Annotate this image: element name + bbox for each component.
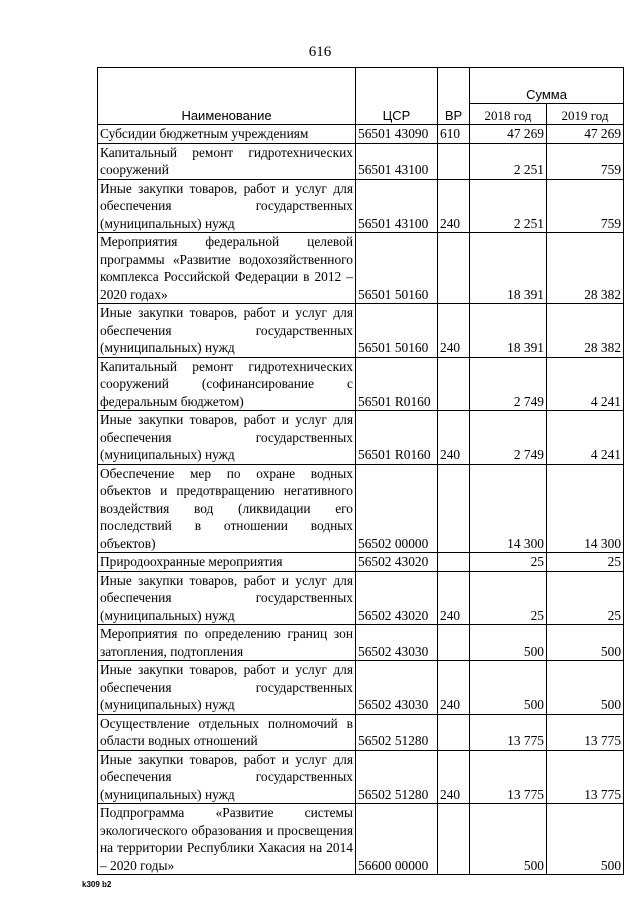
row-name-cell: Мероприятия по определению границ зон затопления, подтопления (98, 625, 356, 661)
row-sum-2019-cell: 500 (547, 625, 624, 661)
row-name-cell: Субсидии бюджетным учреждениям (98, 125, 356, 144)
table-row (98, 125, 624, 144)
row-vr-cell: 240 (438, 750, 470, 804)
page-number: 616 (308, 44, 332, 60)
table-row (98, 553, 624, 572)
row-csr-cell: 56501 50160 (356, 233, 438, 304)
row-name-cell: Иные закупки товаров, работ и услуг для обеспечения государственных (муниципальных) нужд (98, 179, 356, 233)
header-vr: ВР (438, 68, 470, 125)
row-name-cell: Иные закупки товаров, работ и услуг для обеспечения государственных (муниципальных) нужд (98, 304, 356, 358)
row-vr-cell (438, 143, 470, 179)
row-name-cell: Капитальный ремонт гидротехнических сооружений (98, 143, 356, 179)
table-row (98, 411, 624, 465)
table-row (98, 233, 624, 304)
row-name-cell: Подпрограмма «Развитие системы экологического образования и просвещения на территории Республики Хакасия на 2014 – 2020 годы» (98, 804, 356, 875)
row-sum-2019-cell: 25 (547, 571, 624, 625)
row-vr-cell: 240 (438, 411, 470, 465)
row-vr-cell: 240 (438, 179, 470, 233)
row-sum-2018-cell: 2 251 (470, 179, 547, 233)
row-vr-cell (438, 625, 470, 661)
table-row (98, 304, 624, 358)
row-csr-cell: 56501 43100 (356, 179, 438, 233)
row-csr-cell: 56501 50160 (356, 304, 438, 358)
row-csr-cell: 56502 51280 (356, 714, 438, 750)
row-csr-cell: 56501 43090 (356, 125, 438, 144)
header-year-2018: 2018 год (470, 104, 547, 125)
row-vr-cell (438, 714, 470, 750)
table-row (98, 464, 624, 553)
row-sum-2018-cell: 47 269 (470, 125, 547, 144)
row-name-cell: Обеспечение мер по охране водных объектов и предотвращению негативного воздействия вод (ликвидации его последствий в отношении водных объектов) (98, 464, 356, 553)
row-csr-cell: 56502 43030 (356, 625, 438, 661)
row-csr-cell: 56501 R0160 (356, 357, 438, 411)
row-csr-cell: 56502 43030 (356, 661, 438, 715)
table-row (98, 714, 624, 750)
row-vr-cell (438, 804, 470, 875)
row-name-cell: Иные закупки товаров, работ и услуг для обеспечения государственных (муниципальных) нужд (98, 411, 356, 465)
row-sum-2018-cell: 500 (470, 661, 547, 715)
header-year-2019: 2019 год (547, 104, 624, 125)
row-sum-2018-cell: 25 (470, 553, 547, 572)
row-sum-2019-cell: 4 241 (547, 411, 624, 465)
row-name-cell: Иные закупки товаров, работ и услуг для обеспечения государственных (муниципальных) нужд (98, 750, 356, 804)
row-csr-cell: 56502 43020 (356, 571, 438, 625)
header-name: Наименование (98, 68, 356, 125)
row-sum-2019-cell: 759 (547, 143, 624, 179)
row-sum-2018-cell: 2 749 (470, 357, 547, 411)
row-vr-cell (438, 357, 470, 411)
row-vr-cell: 610 (438, 125, 470, 144)
row-name-cell: Осуществление отдельных полномочий в области водных отношений (98, 714, 356, 750)
row-sum-2019-cell: 13 775 (547, 750, 624, 804)
table-row (98, 357, 624, 411)
table-body (98, 125, 624, 875)
row-csr-cell: 56501 R0160 (356, 411, 438, 465)
row-csr-cell: 56502 00000 (356, 464, 438, 553)
row-sum-2019-cell: 13 775 (547, 714, 624, 750)
table-row (98, 750, 624, 804)
row-sum-2019-cell: 500 (547, 804, 624, 875)
row-sum-2019-cell: 25 (547, 553, 624, 572)
row-sum-2019-cell: 4 241 (547, 357, 624, 411)
row-vr-cell: 240 (438, 304, 470, 358)
row-vr-cell (438, 233, 470, 304)
table-row (98, 571, 624, 625)
row-name-cell: Иные закупки товаров, работ и услуг для обеспечения государственных (муниципальных) нужд (98, 661, 356, 715)
row-vr-cell (438, 464, 470, 553)
row-name-cell: Мероприятия федеральной целевой программы «Развитие водохозяйственного комплекса Российской Федерации в 2012 – 2020 годах» (98, 233, 356, 304)
row-sum-2019-cell: 759 (547, 179, 624, 233)
row-sum-2018-cell: 14 300 (470, 464, 547, 553)
row-csr-cell: 56502 43020 (356, 553, 438, 572)
table-row (98, 625, 624, 661)
row-sum-2019-cell: 47 269 (547, 125, 624, 144)
row-name-cell: Иные закупки товаров, работ и услуг для обеспечения государственных (муниципальных) нужд (98, 571, 356, 625)
row-vr-cell (438, 553, 470, 572)
row-sum-2018-cell: 13 775 (470, 714, 547, 750)
footer-code: k309 b2 (82, 880, 112, 889)
row-sum-2018-cell: 13 775 (470, 750, 547, 804)
budget-table (97, 67, 624, 875)
row-csr-cell: 56600 00000 (356, 804, 438, 875)
row-sum-2018-cell: 18 391 (470, 233, 547, 304)
row-sum-2018-cell: 18 391 (470, 304, 547, 358)
row-name-cell: Природоохранные мероприятия (98, 553, 356, 572)
header-csr: ЦСР (356, 68, 438, 125)
header-sum: Сумма (470, 68, 624, 104)
table-row (98, 804, 624, 875)
row-csr-cell: 56502 51280 (356, 750, 438, 804)
row-sum-2019-cell: 28 382 (547, 304, 624, 358)
row-name-cell: Капитальный ремонт гидротехнических сооружений (софинансирование с федеральным бюджетом) (98, 357, 356, 411)
row-sum-2018-cell: 25 (470, 571, 547, 625)
row-sum-2018-cell: 2 251 (470, 143, 547, 179)
row-vr-cell: 240 (438, 571, 470, 625)
table-row (98, 661, 624, 715)
row-csr-cell: 56501 43100 (356, 143, 438, 179)
row-sum-2018-cell: 500 (470, 804, 547, 875)
table-row (98, 179, 624, 233)
table-row (98, 143, 624, 179)
row-vr-cell: 240 (438, 661, 470, 715)
row-sum-2018-cell: 500 (470, 625, 547, 661)
row-sum-2018-cell: 2 749 (470, 411, 547, 465)
row-sum-2019-cell: 28 382 (547, 233, 624, 304)
row-sum-2019-cell: 14 300 (547, 464, 624, 553)
row-sum-2019-cell: 500 (547, 661, 624, 715)
